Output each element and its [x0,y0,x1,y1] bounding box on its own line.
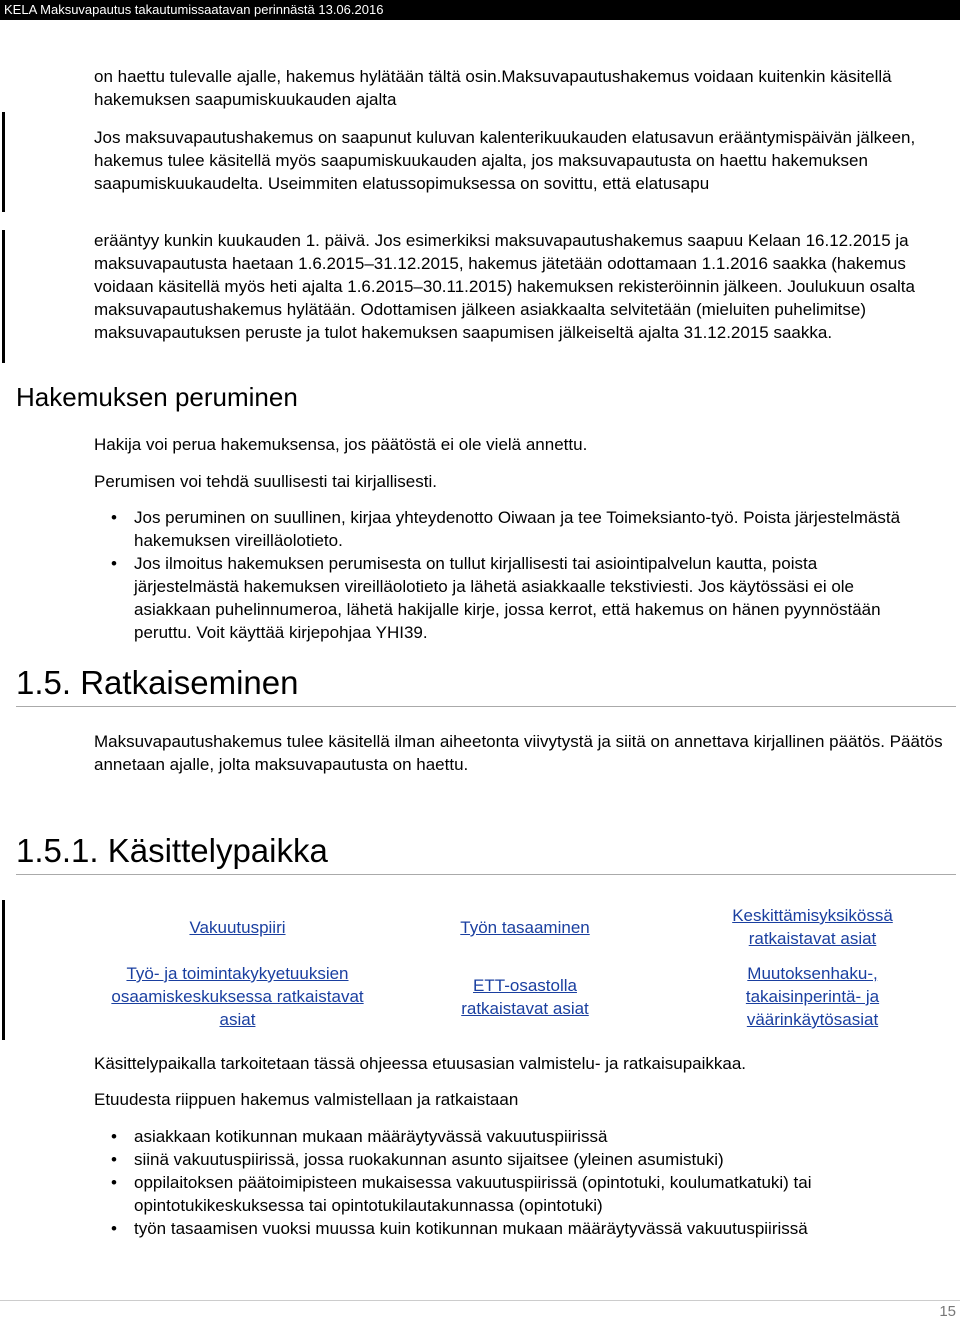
link-muutoksenhaku[interactable]: Muutoksenhaku-, takaisinperintä- ja väärinkäytösasiat [745,964,880,1029]
section-heading-peruminen: Hakemuksen peruminen [16,382,298,412]
bullet-icon: • [111,1173,117,1192]
link-keskittamisyksikko[interactable]: Keskittämisyksikössä ratkaistavat asiat [732,906,893,948]
link-ett-osasto[interactable]: ETT-osastolla ratkaistavat asiat [461,976,589,1018]
paragraph: Perumisen voi tehdä suullisesti tai kirjallisesti. [94,472,437,491]
paragraph: Hakija voi perua hakemuksensa, jos päätöstä ei ole vielä annettu. [94,435,588,454]
header-title: KELA Maksuvapautus takautumissaatavan perinnästä 13.06.2016 [4,2,384,17]
intro-paragraph-2 [94,126,954,195]
peruminen-paragraph-1 [94,433,954,456]
bullet-icon: • [111,1127,117,1146]
document-header [0,0,960,20]
list-item-text: Jos peruminen on suullinen, kirjaa yhteydenotto Oiwaan ja tee Toimeksianto-työ. Poista järjestelmästä hakemuksen vireilläolotieto. [134,508,901,550]
intro-paragraph-1 [94,65,954,111]
link-osaamiskeskus[interactable]: Työ- ja toimintakykyetuuksien osaamiskeskuksessa ratkaistavat asiat [111,964,364,1029]
bullet-icon: • [111,554,117,573]
paragraph: Käsittelypaikalla tarkoitetaan tässä ohjeessa etuusasian valmistelu- ja ratkaisupaikkaa. [94,1054,747,1073]
kasittelypaikka-bullet-list [94,1125,944,1240]
list-item-text: siinä vakuutuspiirissä, jossa ruokakunnan asunto sijaitsee (yleinen asumistuki) [134,1150,724,1169]
heading-underline [16,874,956,875]
list-item [94,1125,944,1148]
paragraph: Maksuvapautushakemus tulee käsitellä ilman aiheetonta viivytystä ja siitä on annettava kirjallinen päätös. Päätös annetaan ajalle, jolta maksuvapautusta on haettu. [94,732,943,774]
kasittelypaikka-paragraph-2 [94,1088,954,1111]
page-number: 15 [939,1303,956,1320]
change-bar [2,230,5,363]
list-item [94,506,914,552]
list-item [94,552,914,644]
processing-location-links [95,904,955,1034]
paragraph: on haettu tulevalle ajalle, hakemus hylätään tältä osin.Maksuvapautushakemus voidaan kuitenkin käsitellä hakemuksen saapumiskuukauden ajalta [94,67,892,109]
list-item-text: oppilaitoksen päätoimipisteen mukaisessa vakuutuspiirissä (opintotuki, koulumatkatuki) tai opintotukikeskuksessa tai opintotukilautakunnassa (opintotuki) [134,1173,812,1215]
list-item [94,1217,944,1240]
paragraph: erääntyy kunkin kuukauden 1. päivä. Jos esimerkiksi maksuvapautushakemus saapuu Kelaan 16.12.2015 ja maksuvapautusta haetaan 1.6.2015–31.12.2015, hakemus jätetään odottamaan 1.1.2016 saakka (hakemus voidaan käsitellä myös heti ajalta 1.6.2015–30.11.2015) hakemuksen rekisteröinnin jälkeen. Joulukuun osalta maksuvapautushakemus hylätään. Odottamisen jälkeen asiakkaalta selvitetään (mieluiten puhelimitse) maksuvapautuksen peruste ja tulot hakemuksen saapumisen jälkeiseltä ajalta 31.12.2015 saakka. [94,231,915,342]
ratkaiseminen-paragraph [94,730,954,776]
list-item [94,1148,944,1171]
link-tyon-tasaaminen[interactable]: Työn tasaaminen [460,918,590,937]
intro-paragraph-3 [94,229,954,344]
bullet-icon: • [111,1219,117,1238]
kasittelypaikka-paragraph-1 [94,1052,954,1075]
list-item-text: asiakkaan kotikunnan mukaan määräytyvässä vakuutuspiirissä [134,1127,608,1146]
heading-underline [16,706,956,707]
peruminen-bullet-list [94,506,914,644]
bullet-icon: • [111,508,117,527]
paragraph: Etuudesta riippuen hakemus valmistellaan ja ratkaistaan [94,1090,519,1109]
list-item-text: Jos ilmoitus hakemuksen perumisesta on tullut kirjallisesti tai asiointipalvelun kautta, poista järjestelmästä hakemuksen vireilläolotieto ja lähetä asiakkaalle tekstiviesti. Jos käytössäsi ei ole asiakkaan puhelinnumeroa, lähetä hakijalle kirje, jossa kerrot, että hakemus on hänen pyynnöstään peruttu. Voit käyttää kirjepohjaa YHI39. [134,554,881,642]
change-bar [2,112,5,212]
paragraph: Jos maksuvapautushakemus on saapunut kuluvan kalenterikuukauden elatusavun erääntymispäivän jälkeen, hakemus tulee käsitellä myös saapumiskuukauden ajalta, jos maksuvapautusta on haettu hakemuksen saapumiskuukaudelta. Useimmiten elatussopimuksessa on sovittu, että elatusapu [94,128,916,193]
list-item-text: työn tasaamisen vuoksi muussa kuin kotikunnan mukaan määräytyvässä vakuutuspiirissä [134,1219,808,1238]
bullet-icon: • [111,1150,117,1169]
footer-divider [0,1300,960,1301]
link-vakuutuspiiri[interactable]: Vakuutuspiiri [189,918,286,937]
list-item [94,1171,944,1217]
section-heading-ratkaiseminen: 1.5. Ratkaiseminen [16,664,299,701]
change-bar [2,900,5,1040]
peruminen-paragraph-2 [94,470,954,493]
section-heading-kasittelypaikka: 1.5.1. Käsittelypaikka [16,832,328,869]
